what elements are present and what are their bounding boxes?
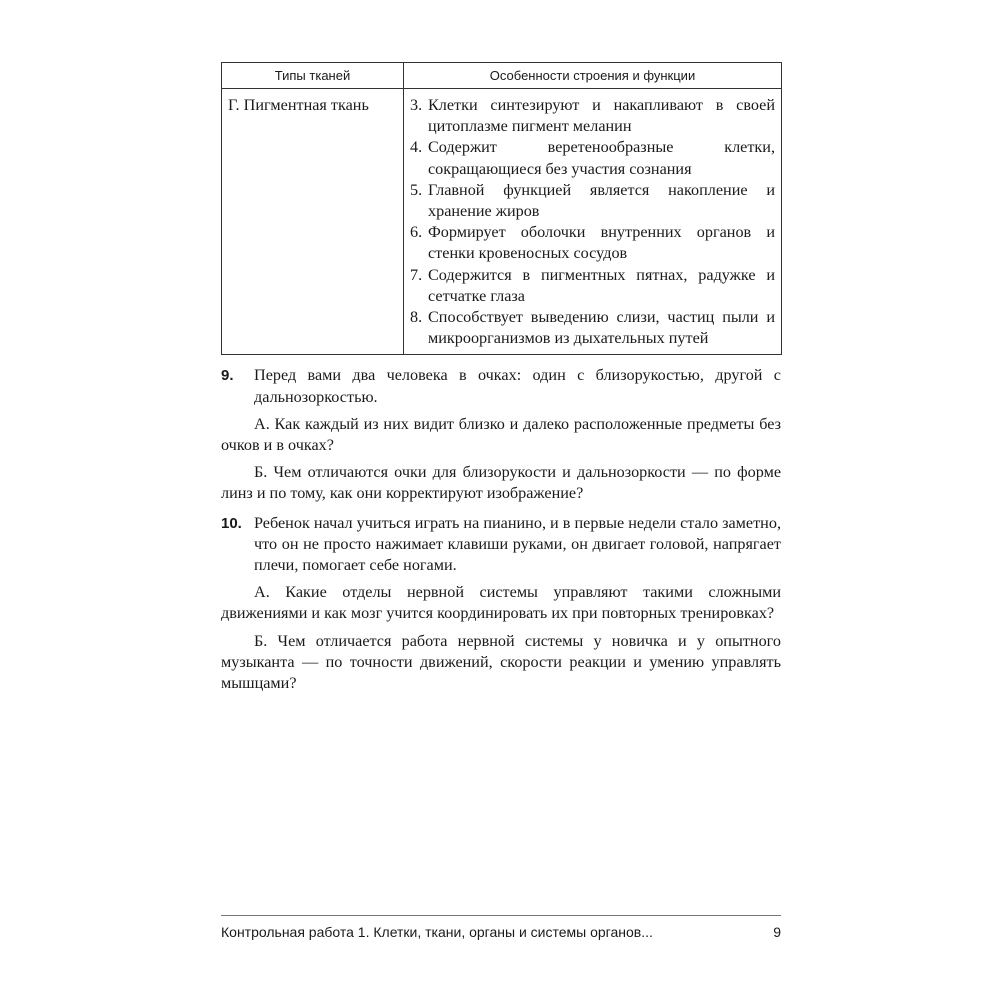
item-number: 5. — [410, 180, 423, 199]
tissue-type-cell: Г. Пигментная ткань — [222, 89, 404, 355]
list-item — [410, 222, 775, 264]
item-number: 3. — [410, 96, 423, 114]
list-item — [410, 180, 775, 222]
item-text: Содержит веретенообразные клетки, сокращающиеся без участия сознания — [428, 138, 775, 178]
question-10 — [221, 513, 781, 695]
item-text: Клетки синтезируют и накапливают в своей цитоплазме пигмент меланин — [428, 96, 775, 136]
item-text: Содержится в пигментных пятнах, радужке и сетчатке глаза — [428, 265, 775, 305]
question-number: 10. — [221, 514, 242, 532]
list-item — [410, 95, 775, 137]
features-list — [410, 95, 775, 349]
item-text: Способствует выведению слизи, частиц пыли и микроорганизмов из дыхательных путей — [428, 308, 775, 348]
page-footer — [221, 915, 781, 940]
list-item — [410, 307, 775, 349]
question-stem — [221, 365, 781, 407]
table-row — [222, 89, 782, 355]
page-content — [221, 62, 781, 694]
item-number: 4. — [410, 138, 423, 157]
item-number: 8. — [410, 308, 423, 327]
table-header-row — [222, 63, 782, 89]
table-header-features: Особенности строения и функции — [404, 63, 782, 89]
item-text: Главной функцией является накопление и хранение жиров — [428, 180, 775, 221]
question-part-a: А. Какие отделы нервной системы управляют такими сложными движениями и как мозг учится координировать их при повторных тренировках? — [221, 583, 781, 623]
question-part-a: А. Как каждый из них видит близко и далеко расположенные предметы без очков и в очках? — [221, 414, 781, 455]
item-number: 6. — [410, 223, 423, 242]
list-item — [410, 265, 775, 307]
tissue-table — [221, 62, 782, 355]
item-number: 7. — [410, 265, 423, 284]
question-part-b: Б. Чем отличается работа нервной системы у новичка и у опытного музыканта — по точности движений, скорости реакции и умению управлять мышцами? — [221, 631, 781, 693]
question-number: 9. — [221, 367, 234, 385]
item-text: Формирует оболочки внутренних органов и стенки кровеносных сосудов — [428, 223, 775, 263]
footer-title: Контрольная работа 1. Клетки, ткани, органы и системы органов... — [221, 924, 653, 940]
question-9 — [221, 365, 781, 504]
question-text: Перед вами два человека в очках: один с близорукостью, другой с дальнозоркостью. — [254, 366, 781, 406]
tissue-features-cell — [404, 89, 782, 355]
table-header-types: Типы тканей — [222, 63, 404, 89]
page-number: 9 — [773, 924, 781, 940]
list-item — [410, 137, 775, 179]
question-stem — [221, 513, 781, 577]
question-text: Ребенок начал учиться играть на пианино, и в первые недели стало заметно, что он не просто нажимает клавиши руками, он двигает головой, напрягает плечи, помогает себе ногами. — [254, 513, 781, 575]
question-part-b: Б. Чем отличаются очки для близорукости и дальнозоркости — по форме линз и по тому, как они корректируют изображение? — [221, 463, 781, 503]
